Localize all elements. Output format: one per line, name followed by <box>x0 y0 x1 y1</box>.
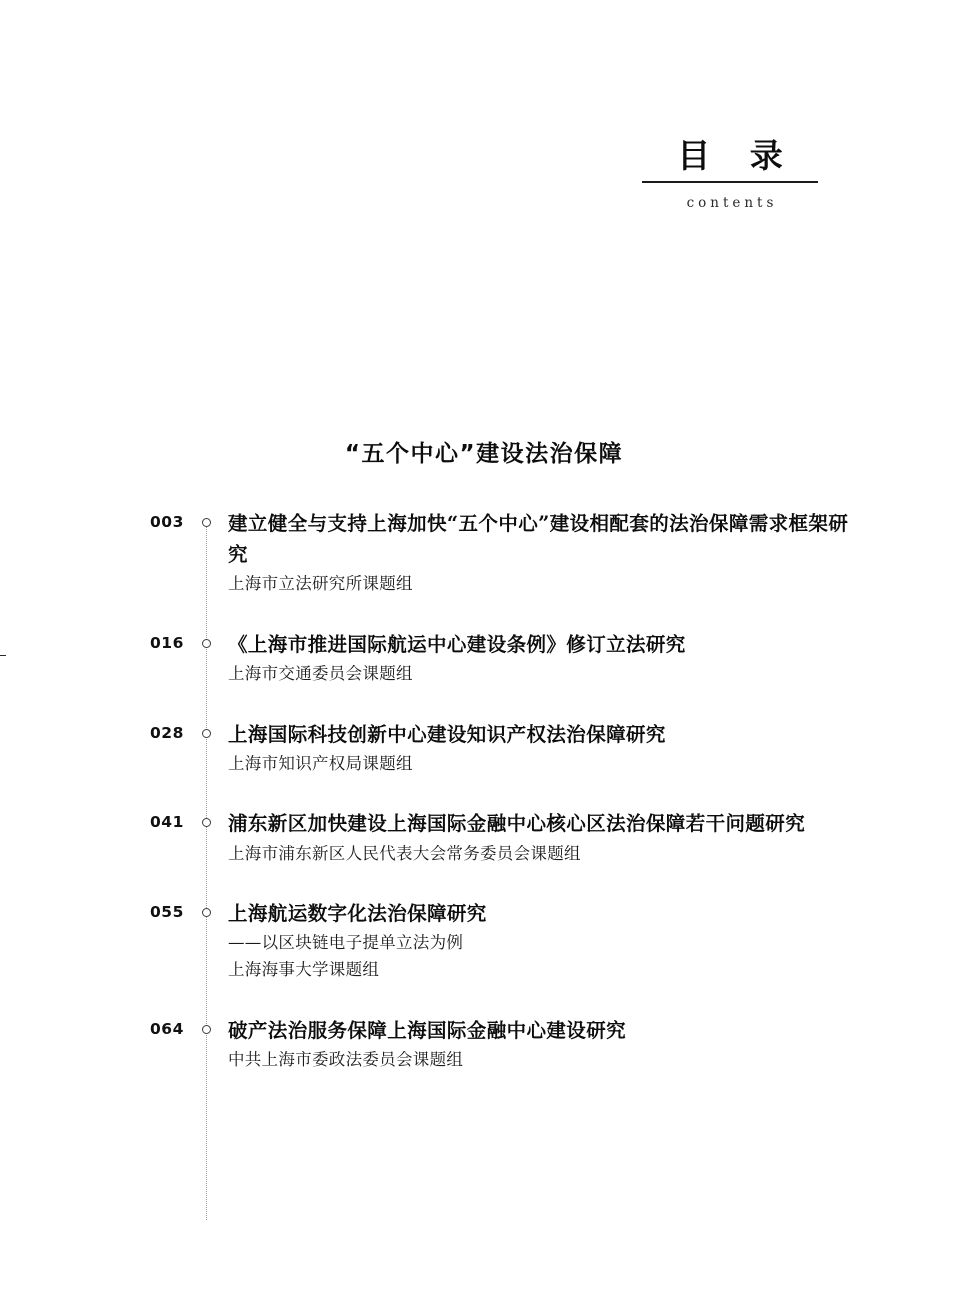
entry-page-number: 016 <box>150 633 184 652</box>
entry-title: 建立健全与支持上海加快“五个中心”建设相配套的法治保障需求框架研究 <box>228 512 849 567</box>
list-item[interactable] <box>150 898 850 982</box>
entry-title: 破产法治服务保障上海国际金融中心建设研究 <box>228 1018 627 1042</box>
entry-title: 上海国际科技创新中心建设知识产权法治保障研究 <box>228 722 666 746</box>
bullet-icon <box>202 639 211 648</box>
bullet-icon <box>202 908 211 917</box>
section-heading: “五个中心”建设法治保障 <box>344 441 624 467</box>
bullet-icon <box>202 1025 211 1034</box>
toc-header <box>620 138 840 211</box>
entry-page-number: 041 <box>150 813 184 832</box>
entry-page-number: 028 <box>150 723 184 742</box>
list-item[interactable] <box>150 808 850 866</box>
bullet-icon <box>202 818 211 827</box>
page-title: 目 录 <box>677 136 797 175</box>
entry-author: 上海市浦东新区人民代表大会常务委员会课题组 <box>228 843 581 863</box>
entry-page-number: 055 <box>150 903 184 922</box>
list-item[interactable] <box>150 508 850 597</box>
list-item[interactable] <box>150 1015 850 1073</box>
page-title-english: contents <box>686 195 778 212</box>
entry-author: 上海市知识产权局课题组 <box>228 753 413 773</box>
entry-page-number: 064 <box>150 1019 184 1038</box>
entry-author: 上海市立法研究所课题组 <box>228 574 413 594</box>
entry-title: 上海航运数字化法治保障研究 <box>228 902 487 926</box>
entry-page-number: 003 <box>150 513 184 531</box>
list-item[interactable] <box>150 719 850 777</box>
title-rule <box>642 181 818 183</box>
bullet-icon <box>202 729 211 738</box>
entry-author: 中共上海市委政法委员会课题组 <box>228 1049 464 1069</box>
bullet-icon <box>202 518 211 527</box>
entry-title: 浦东新区加快建设上海国际金融中心核心区法治保障若干问题研究 <box>228 812 806 836</box>
table-of-contents-list <box>150 508 850 1104</box>
entry-title: 《上海市推进国际航运中心建设条例》修订立法研究 <box>228 632 686 656</box>
entry-author: 上海海事大学课题组 <box>228 959 380 979</box>
list-item[interactable] <box>150 629 850 687</box>
page-edge-mark <box>0 655 6 656</box>
entry-author: 上海市交通委员会课题组 <box>228 664 413 684</box>
entry-subtitle: ——以区块链电子提单立法为例 <box>228 933 464 953</box>
